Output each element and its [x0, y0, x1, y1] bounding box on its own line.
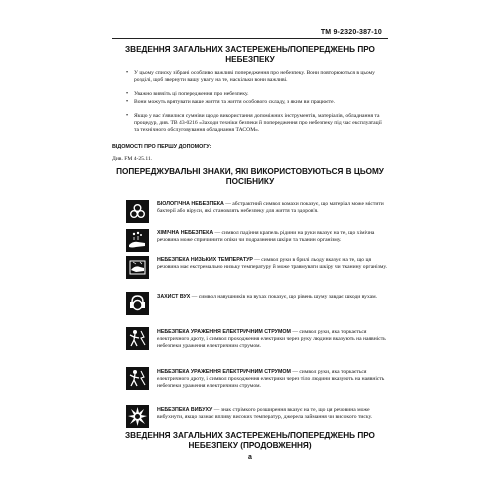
- bullet-1: • У цьому списку зібрані особливо важливі попередження про небезпеку. Вони повторюються в цьому розділі, щоб звернути вашу увагу на те, наскільки вони важливі.: [134, 70, 382, 84]
- bullet-4: • Якщо у вас з'явилися сумніви щодо використання допоміжних інструментів, матеріалів, обладнання та процедур, див. ТВ 43-0216 «Заходи техніки безпеки й попередження про небезпеку під час експлуатації та технічного обслуговування обладнання ТАСОМ».: [134, 113, 382, 133]
- electrical-hazard-icon: [126, 327, 149, 350]
- bullet-2: • Уважно вивчіть ці попередження про небезпеку.: [134, 91, 382, 98]
- document-id: TM 9-2320-387-10: [320, 29, 382, 36]
- warning-chemical: ХІМІЧНА НЕБЕЗПЕКА — символ падіння крапель рідини на руки вказує на те, що хімічна речовина може спричинити опіки чи подразнення шкіри та тканин організму.: [157, 230, 375, 243]
- bullet-3: • Вони можуть врятувати ваше життя та життя особового складу, з яким ви працюєте.: [134, 99, 394, 106]
- header-rule: [112, 38, 388, 39]
- first-aid-heading: ВІДОМОСТІ ПРО ПЕРШУ ДОПОМОГУ:: [112, 144, 212, 150]
- warning-electrical-2: НЕБЕЗПЕКА УРАЖЕННЯ ЕЛЕКТРИЧНИМ СТРУМОМ — символ руки, яка торкається електричного дроту, і символ проходження електрики через тіло людини вказують на наявність небезпеки ураження електричним струмом.: [157, 369, 385, 389]
- section-title: ЗВЕДЕННЯ ЗАГАЛЬНИХ ЗАСТЕРЕЖЕНЬ/ПОПЕРЕДЖЕНЬ ПРО НЕБЕЗПЕКУ: [125, 45, 375, 64]
- biohazard-icon: [126, 200, 149, 223]
- warning-electrical-1: НЕБЕЗПЕКА УРАЖЕННЯ ЕЛЕКТРИЧНИМ СТРУМОМ — символ руки, яка торкається електричного дроту, і символ проходження електрики через руку людини вказують на наявність небезпеки ураження електричним струмом.: [157, 329, 386, 349]
- page-number: a: [248, 454, 252, 461]
- warning-ear: ЗАХИСТ ВУХ — символ навушників на вухах показує, що рівень шуму завдає шкоди вухам.: [157, 294, 378, 300]
- explosion-icon: [126, 405, 149, 428]
- electrical-hazard-icon: [126, 367, 149, 390]
- first-aid-text: Див. FM 4-25.11.: [112, 156, 153, 162]
- ear-protection-icon: [126, 292, 149, 315]
- cold-hazard-icon: [126, 256, 149, 279]
- warning-cold: НЕБЕЗПЕКА НИЗЬКИХ ТЕМПЕРАТУР — символ руки в брилі льоду вказує на те, що ця речовина має екстремально низьку температуру й може травмувати шкіру чи тканину організму.: [157, 257, 388, 270]
- warning-biohazard: БІОЛОГІЧНА НЕБЕЗПЕКА — абстрактний символ комахи показує, що матеріал може містити бактерії або віруси, які становлять небезпеку для життя та здоров'я.: [157, 201, 384, 214]
- warning-explosion: НЕБЕЗПЕКА ВИБУХУ — знак стрімкого розширення вказує на те, що ця речовина може вибухнути, якщо зазнає впливу високих температур, джерела займання чи високого тиску.: [157, 407, 373, 420]
- chemical-icon: [126, 229, 149, 252]
- continued-title: ЗВЕДЕННЯ ЗАГАЛЬНИХ ЗАСТЕРЕЖЕНЬ/ПОПЕРЕДЖЕНЬ ПРО НЕБЕЗПЕКУ (ПРОДОВЖЕННЯ): [125, 431, 375, 450]
- warning-signs-title: ПОПЕРЕДЖУВАЛЬНІ ЗНАКИ, ЯКІ ВИКОРИСТОВУЮТЬСЯ В ЦЬОМУ ПОСІБНИКУ: [116, 167, 384, 186]
